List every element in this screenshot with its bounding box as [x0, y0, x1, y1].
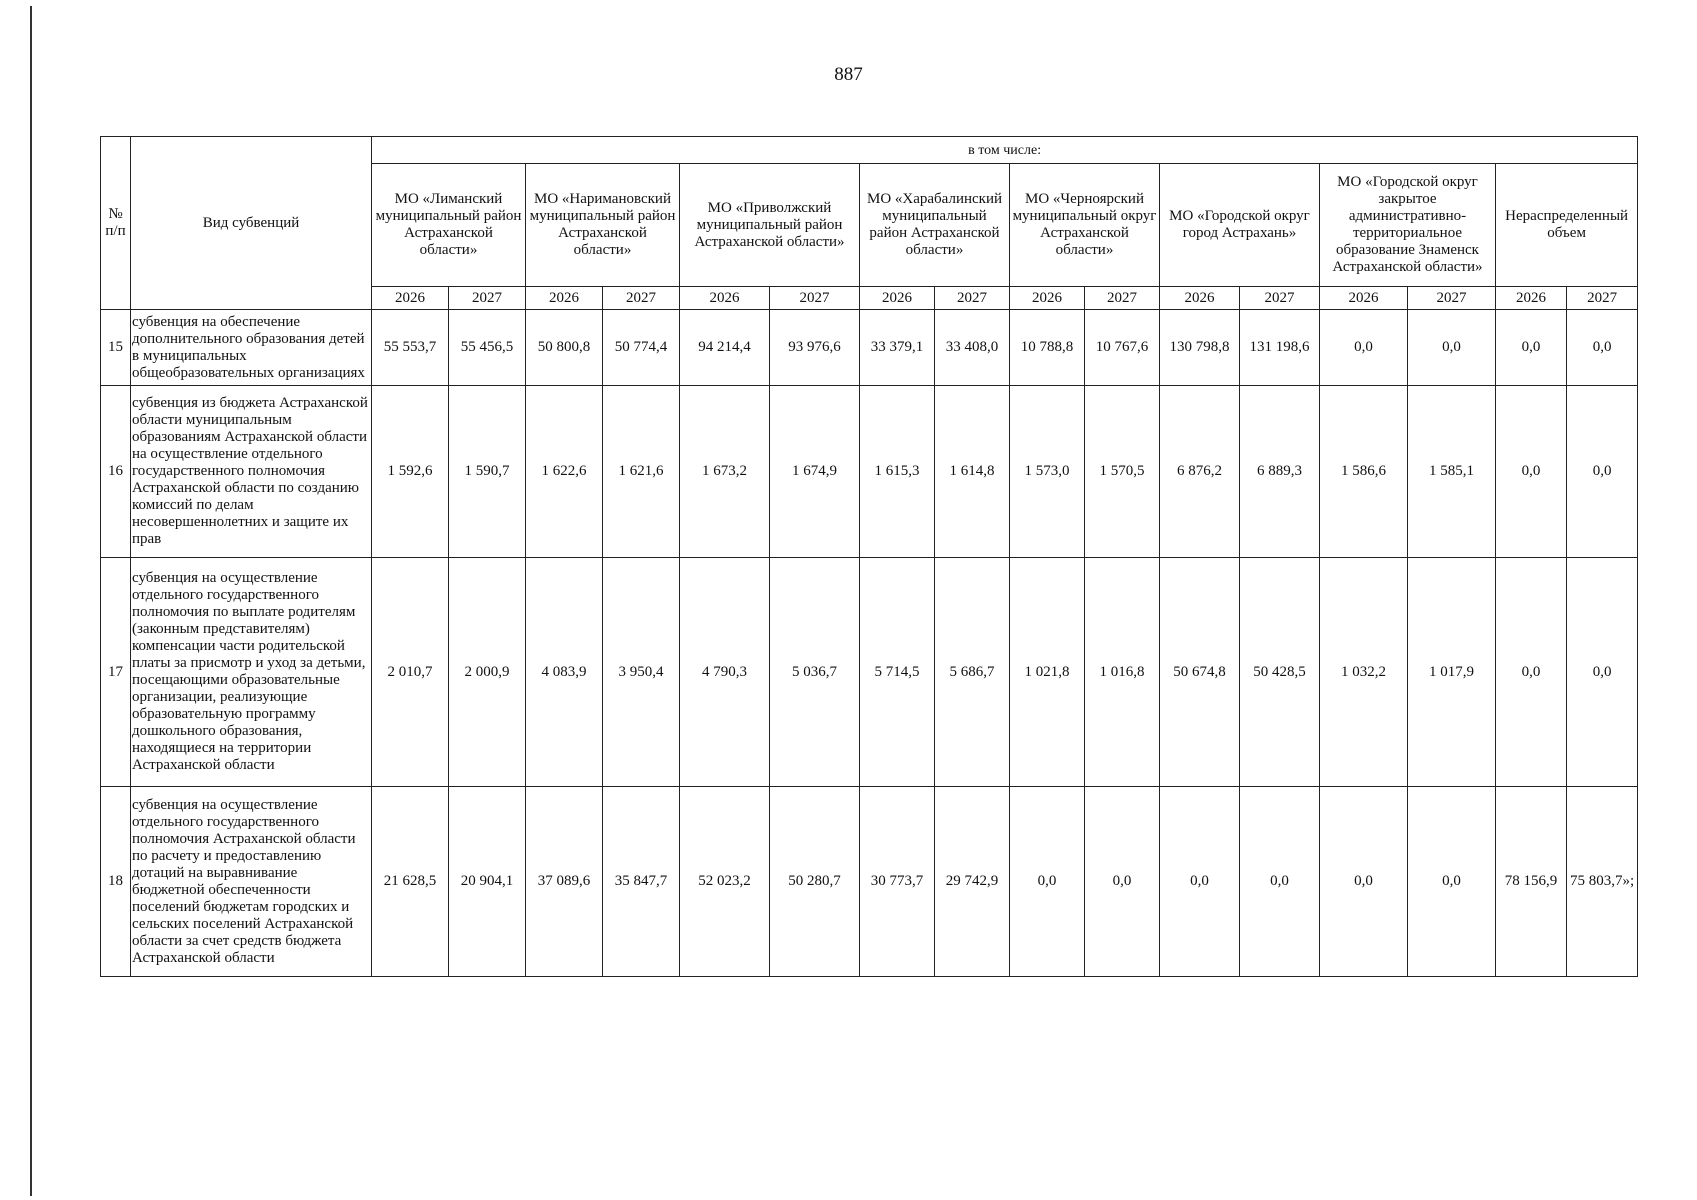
value-cell: 35 847,7	[603, 787, 680, 977]
value-cell: 130 798,8	[1160, 310, 1240, 386]
municipality-header: Нераспределенный объем	[1496, 164, 1638, 287]
year-header: 2026	[1320, 287, 1408, 310]
municipality-header: МО «Черноярский муниципальный округ Астраханской области»	[1010, 164, 1160, 287]
value-cell: 50 774,4	[603, 310, 680, 386]
value-cell: 0,0	[1320, 310, 1408, 386]
value-cell: 55 456,5	[449, 310, 526, 386]
value-cell: 52 023,2	[680, 787, 770, 977]
year-header: 2026	[372, 287, 449, 310]
value-cell: 50 674,8	[1160, 558, 1240, 787]
value-cell: 1 614,8	[935, 386, 1010, 558]
year-header: 2026	[526, 287, 603, 310]
value-cell: 0,0	[1496, 386, 1567, 558]
value-cell: 94 214,4	[680, 310, 770, 386]
value-cell: 1 017,9	[1408, 558, 1496, 787]
value-cell: 0,0	[1010, 787, 1085, 977]
value-cell: 37 089,6	[526, 787, 603, 977]
row-number: 16	[101, 386, 131, 558]
year-header: 2026	[1496, 287, 1567, 310]
table-row	[101, 386, 1638, 558]
value-cell: 50 800,8	[526, 310, 603, 386]
municipality-header: МО «Харабалинский муниципальный район Астраханской области»	[860, 164, 1010, 287]
value-cell: 1 673,2	[680, 386, 770, 558]
value-cell: 2 010,7	[372, 558, 449, 787]
value-cell: 0,0	[1496, 310, 1567, 386]
value-cell: 5 714,5	[860, 558, 935, 787]
table-row	[101, 558, 1638, 787]
value-cell: 1 021,8	[1010, 558, 1085, 787]
header-group-row	[101, 137, 1638, 164]
value-cell: 5 686,7	[935, 558, 1010, 787]
row-number: 18	[101, 787, 131, 977]
value-cell: 1 615,3	[860, 386, 935, 558]
value-cell: 1 621,6	[603, 386, 680, 558]
value-cell: 1 016,8	[1085, 558, 1160, 787]
value-cell: 1 573,0	[1010, 386, 1085, 558]
year-header: 2026	[1160, 287, 1240, 310]
value-cell: 3 950,4	[603, 558, 680, 787]
num-header: № п/п	[101, 137, 131, 310]
value-cell: 20 904,1	[449, 787, 526, 977]
value-cell: 55 553,7	[372, 310, 449, 386]
value-cell: 4 083,9	[526, 558, 603, 787]
year-header: 2026	[680, 287, 770, 310]
year-header: 2027	[1085, 287, 1160, 310]
value-cell: 0,0	[1496, 558, 1567, 787]
value-cell: 33 408,0	[935, 310, 1010, 386]
value-cell: 93 976,6	[770, 310, 860, 386]
value-cell: 1 570,5	[1085, 386, 1160, 558]
value-cell: 6 876,2	[1160, 386, 1240, 558]
year-header: 2026	[1010, 287, 1085, 310]
value-cell: 2 000,9	[449, 558, 526, 787]
value-cell: 1 032,2	[1320, 558, 1408, 787]
municipality-header: МО «Лиманский муниципальный район Астраханской области»	[372, 164, 526, 287]
year-header: 2026	[860, 287, 935, 310]
kind-header: Вид субвенций	[131, 137, 372, 310]
municipality-header: МО «Наримановский муниципальный район Астраханской области»	[526, 164, 680, 287]
value-cell: 0,0	[1320, 787, 1408, 977]
year-header: 2027	[770, 287, 860, 310]
subvention-table	[100, 136, 1638, 977]
page-number: 887	[834, 64, 863, 85]
value-cell: 10 788,8	[1010, 310, 1085, 386]
value-cell: 50 428,5	[1240, 558, 1320, 787]
row-number: 17	[101, 558, 131, 787]
value-cell: 1 674,9	[770, 386, 860, 558]
municipality-header: МО «Приволжский муниципальный район Астраханской области»	[680, 164, 860, 287]
row-number: 15	[101, 310, 131, 386]
value-cell: 0,0	[1567, 386, 1638, 558]
subvention-kind: субвенция на осуществление отдельного государственного полномочия по выплате родителям (законным представителям) компенсации части родительской платы за присмотр и уход за детьми, посещающими образовательные организации, реализующие образовательную программу дошкольного образования, находящиеся на территории Астраханской области	[131, 558, 372, 787]
binding-line	[30, 6, 32, 1196]
year-header: 2027	[1408, 287, 1496, 310]
subvention-kind: субвенция на обеспечение дополнительного образования детей в муниципальных общеобразовательных организациях	[131, 310, 372, 386]
value-cell: 131 198,6	[1240, 310, 1320, 386]
value-cell: 50 280,7	[770, 787, 860, 977]
value-cell: 33 379,1	[860, 310, 935, 386]
year-header: 2027	[935, 287, 1010, 310]
group-header: в том числе:	[372, 137, 1638, 164]
value-cell: 1 586,6	[1320, 386, 1408, 558]
value-cell: 1 590,7	[449, 386, 526, 558]
value-cell: 0,0	[1160, 787, 1240, 977]
value-cell: 75 803,7»;	[1567, 787, 1638, 977]
municipality-header: МО «Городской округ город Астрахань»	[1160, 164, 1320, 287]
year-header: 2027	[449, 287, 526, 310]
value-cell: 5 036,7	[770, 558, 860, 787]
value-cell: 1 592,6	[372, 386, 449, 558]
value-cell: 10 767,6	[1085, 310, 1160, 386]
table-row	[101, 787, 1638, 977]
subvention-kind: субвенция из бюджета Астраханской области муниципальным образованиям Астраханской области на осуществление отдельного государственного полномочия Астраханской области по созданию комиссий по делам несовершеннолетних и защите их прав	[131, 386, 372, 558]
value-cell: 0,0	[1408, 310, 1496, 386]
value-cell: 21 628,5	[372, 787, 449, 977]
value-cell: 29 742,9	[935, 787, 1010, 977]
value-cell: 1 585,1	[1408, 386, 1496, 558]
value-cell: 30 773,7	[860, 787, 935, 977]
value-cell: 0,0	[1567, 310, 1638, 386]
table-row	[101, 310, 1638, 386]
value-cell: 0,0	[1567, 558, 1638, 787]
value-cell: 0,0	[1408, 787, 1496, 977]
municipality-header: МО «Городской округ закрытое административно-территориальное образование Знаменск Астраханской области»	[1320, 164, 1496, 287]
value-cell: 0,0	[1085, 787, 1160, 977]
value-cell: 78 156,9	[1496, 787, 1567, 977]
year-header: 2027	[603, 287, 680, 310]
year-header: 2027	[1567, 287, 1638, 310]
value-cell: 1 622,6	[526, 386, 603, 558]
value-cell: 0,0	[1240, 787, 1320, 977]
value-cell: 6 889,3	[1240, 386, 1320, 558]
subvention-kind: субвенция на осуществление отдельного государственного полномочия Астраханской области по расчету и предоставлению дотаций на выравнивание бюджетной обеспеченности поселений бюджетам городских и сельских поселений Астраханской области за счет средств бюджета Астраханской области	[131, 787, 372, 977]
year-header: 2027	[1240, 287, 1320, 310]
value-cell: 4 790,3	[680, 558, 770, 787]
